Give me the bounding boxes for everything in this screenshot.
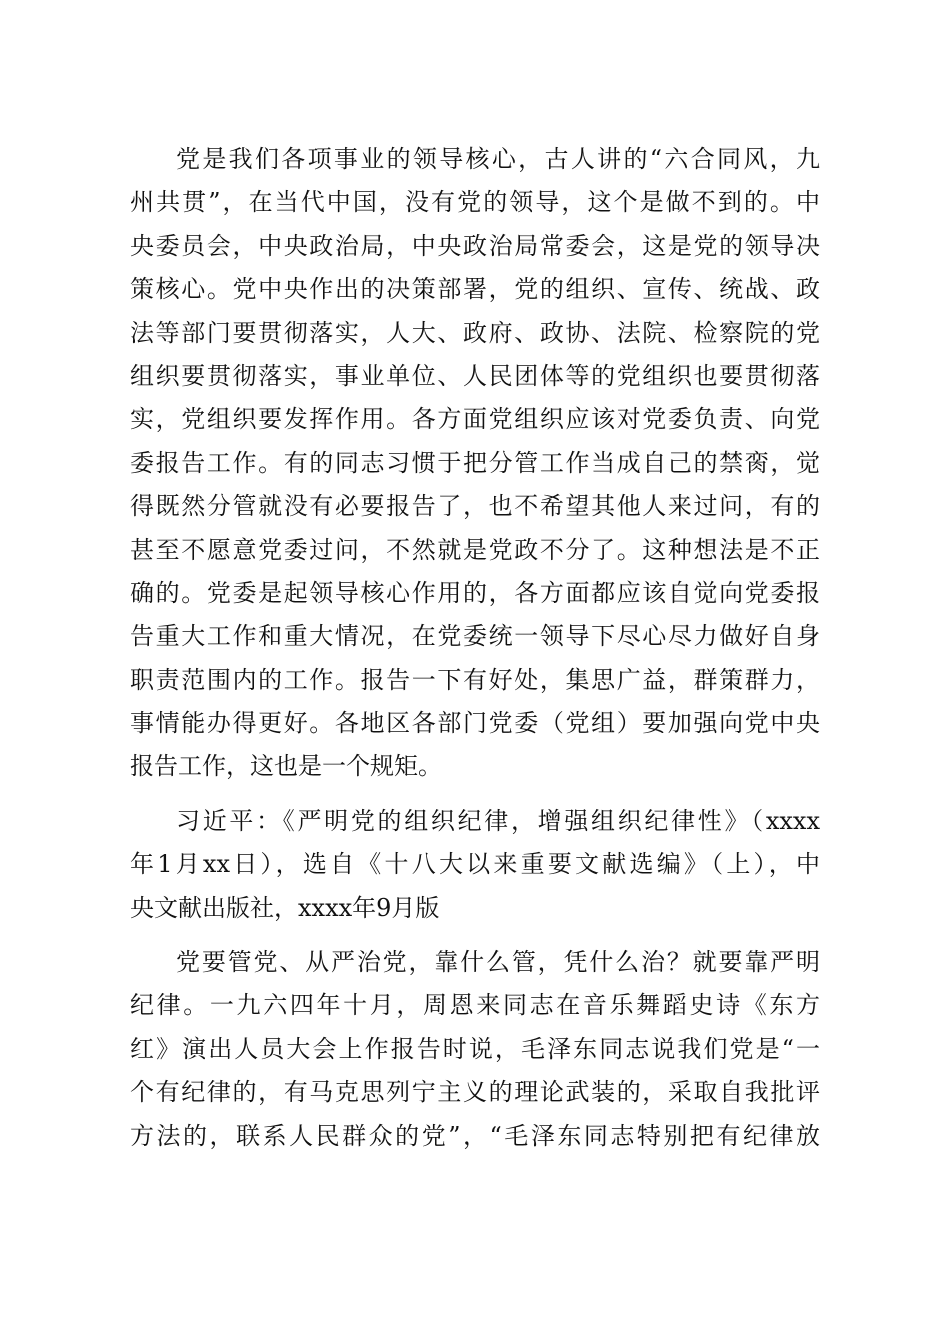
text-line: 实，党组织要发挥作用。各方面党组织应该对党委负责、向党 [130,405,820,434]
text-line: 事情能办得更好。各地区各部门党委（党组）要加强向党中央 [130,709,820,738]
citation-line: 习近平：《严明党的组织纪律，增强组织纪律性》（xxxx [176,806,820,835]
paragraph-discipline [130,941,820,1158]
text-line: 职责范围内的工作。报告一下有好处，集思广益，群策群力， [130,665,820,694]
text-line: 告重大工作和重大情况，在党委统一领导下尽心尽力做好自身 [130,622,820,651]
text-line: 党是我们各项事业的领导核心，古人讲的“六合同风，九 [176,145,820,173]
text-line: 组织要贯彻落实，事业单位、人民团体等的党组织也要贯彻落 [130,361,820,390]
text-line: 个有纪律的，有马克思列宁主义的理论武装的，采取自我批评 [130,1078,820,1107]
text-line: 法等部门要贯彻落实，人大、政府、政协、法院、检察院的党 [130,318,820,347]
text-line: 央委员会，中央政治局，中央政治局常委会，这是党的领导决 [130,231,820,260]
text-line: 州共贯”，在当代中国，没有党的领导，这个是做不到的。中 [130,188,820,217]
text-line: 纪律。一九六四年十月，周恩来同志在音乐舞蹈史诗《东方 [130,991,820,1020]
text-line: 报告工作，这也是一个规矩。 [130,752,442,781]
text-line: 得既然分管就没有必要报告了，也不希望其他人来过问，有的 [130,492,820,521]
document-body [130,138,820,1169]
text-line: 红》演出人员大会上作报告时说，毛泽东同志说我们党是“一 [130,1034,820,1063]
text-line: 策核心。党中央作出的决策部署，党的组织、宣传、统战、政 [130,275,820,304]
text-line: 方法的，联系人民群众的党”，“毛泽东同志特别把有纪律放 [130,1121,820,1150]
text-line: 甚至不愿意党委过问，不然就是党政不分了。这种想法是不正 [130,535,820,564]
text-line: 委报告工作。有的同志习惯于把分管工作当成自己的禁脔，觉 [130,448,820,477]
paragraph-citation [130,800,820,930]
paragraph-party-leadership [130,138,820,789]
text-line: 党要管党、从严治党，靠什么管，凭什么治？就要靠严明 [176,948,820,977]
text-line: 确的。党委是起领导核心作用的，各方面都应该自觉向党委报 [130,578,820,607]
citation-line: 年1月xx日），选自《十八大以来重要文献选编》（上），中 [130,850,820,879]
citation-line: 央文献出版社，xxxx年9月版 [130,893,440,922]
